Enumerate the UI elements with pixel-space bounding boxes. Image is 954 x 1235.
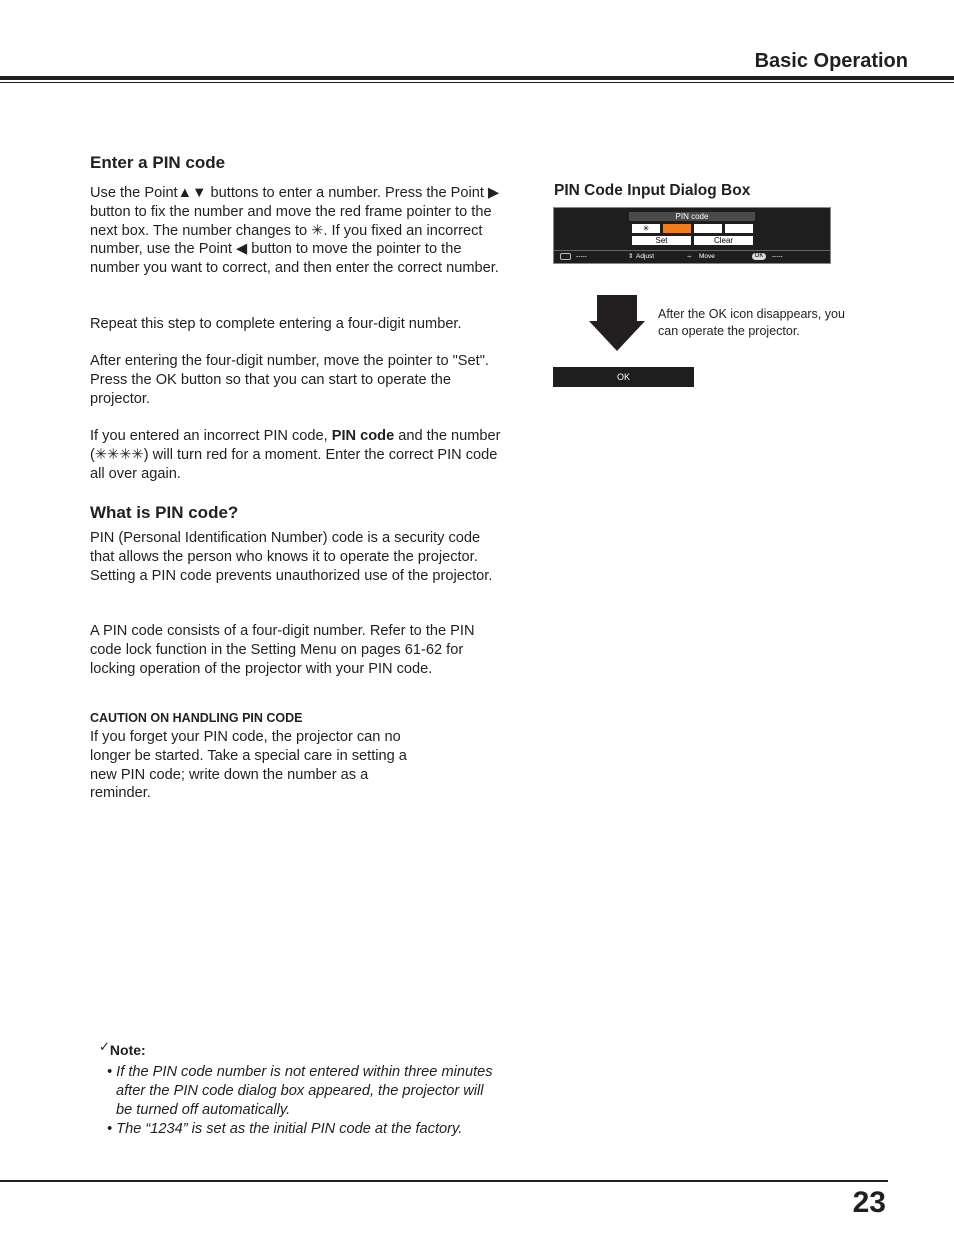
note-item-2: • The “1234” is set as the initial PIN code at the factory. <box>107 1121 463 1137</box>
what-is-pin-para2: A PIN code consists of a four-digit number. Refer to the PIN code lock function in the Setting Menu on pages 61-62 for locking operation of the projector with your PIN code. <box>90 623 475 677</box>
enter-pin-heading: Enter a PIN code <box>90 153 226 172</box>
status-adjust: Adjust <box>636 253 655 260</box>
down-arrow-icon <box>587 295 647 353</box>
status-divider <box>554 250 830 251</box>
footer-rule <box>0 1180 888 1182</box>
clear-button[interactable]: Clear <box>694 236 753 245</box>
para4-before: If you entered an incorrect PIN code, <box>90 428 332 444</box>
note-header <box>99 1039 146 1059</box>
caution-heading: CAUTION ON HANDLING PIN CODE <box>90 711 303 725</box>
pin-box-1-value: ✳ <box>642 224 650 233</box>
what-is-pin-para1: PIN (Personal Identification Number) code is a security code that allows the person who knows it to operate the projector. Setting a PIN code prevents unauthorized use of the projector. <box>90 530 493 584</box>
note-heading: Note: <box>109 1042 146 1058</box>
header-rule <box>0 76 954 80</box>
menu-icon <box>560 253 571 260</box>
pin-box-2 <box>663 224 691 233</box>
enter-pin-para2: Repeat this step to complete entering a four-digit number. <box>90 316 462 332</box>
para4-bold: PIN code <box>331 428 395 444</box>
status-move: Move <box>699 253 715 260</box>
caution-text: If you forget your PIN code, the projector can no longer be started. Take a special care in setting a new PIN code; write down the number as a reminder. <box>90 729 407 802</box>
set-button[interactable]: Set <box>632 236 691 245</box>
ok-icon-label: OK <box>754 253 764 259</box>
updown-icon: ⇕ <box>628 253 634 260</box>
pin-box-4 <box>725 224 753 233</box>
ok-note: After the OK icon disappears, you can operate the projector. <box>658 307 845 338</box>
para4-after: and the number (✳✳✳✳) will turn red for a moment. Enter the correct PIN code all over again. <box>90 428 501 482</box>
checkmark-icon: ✓ <box>99 1039 110 1054</box>
enter-pin-para1: Use the Point▲▼ buttons to enter a number. Press the Point ▶ button to fix the number and move the red frame pointer to the next box. The number changes to ✳. If you fixed an incorrect number, use the Point ◀ button to move the pointer to the number you want to correct, and then enter the correct number. <box>90 185 500 277</box>
leftright-icon: ⇔ <box>686 253 693 260</box>
ok-icon <box>752 253 766 260</box>
what-is-pin-heading: What is PIN code? <box>90 503 239 522</box>
pin-box-1 <box>632 224 660 233</box>
note-item-1: • If the PIN code number is not entered within three minutes after the PIN code dialog box appeared, the projector will be turned off automatically. <box>107 1064 493 1118</box>
pin-dialog-screen <box>553 207 831 264</box>
page-number: 23 <box>852 1186 886 1219</box>
section-title: Basic Operation <box>754 50 908 72</box>
dialog-title: PIN Code Input Dialog Box <box>554 182 751 199</box>
pin-box-3 <box>694 224 722 233</box>
enter-pin-para4 <box>90 427 502 483</box>
ok-screen-bar: OK <box>553 367 694 387</box>
pin-dialog-title: PIN code <box>629 212 755 221</box>
status-right: ----- <box>772 253 783 260</box>
status-left: ----- <box>576 253 587 260</box>
enter-pin-para3: After entering the four-digit number, move the pointer to "Set". Press the OK button so that you can start to operate the projector. <box>90 353 489 407</box>
header-rule-thin <box>0 82 954 83</box>
